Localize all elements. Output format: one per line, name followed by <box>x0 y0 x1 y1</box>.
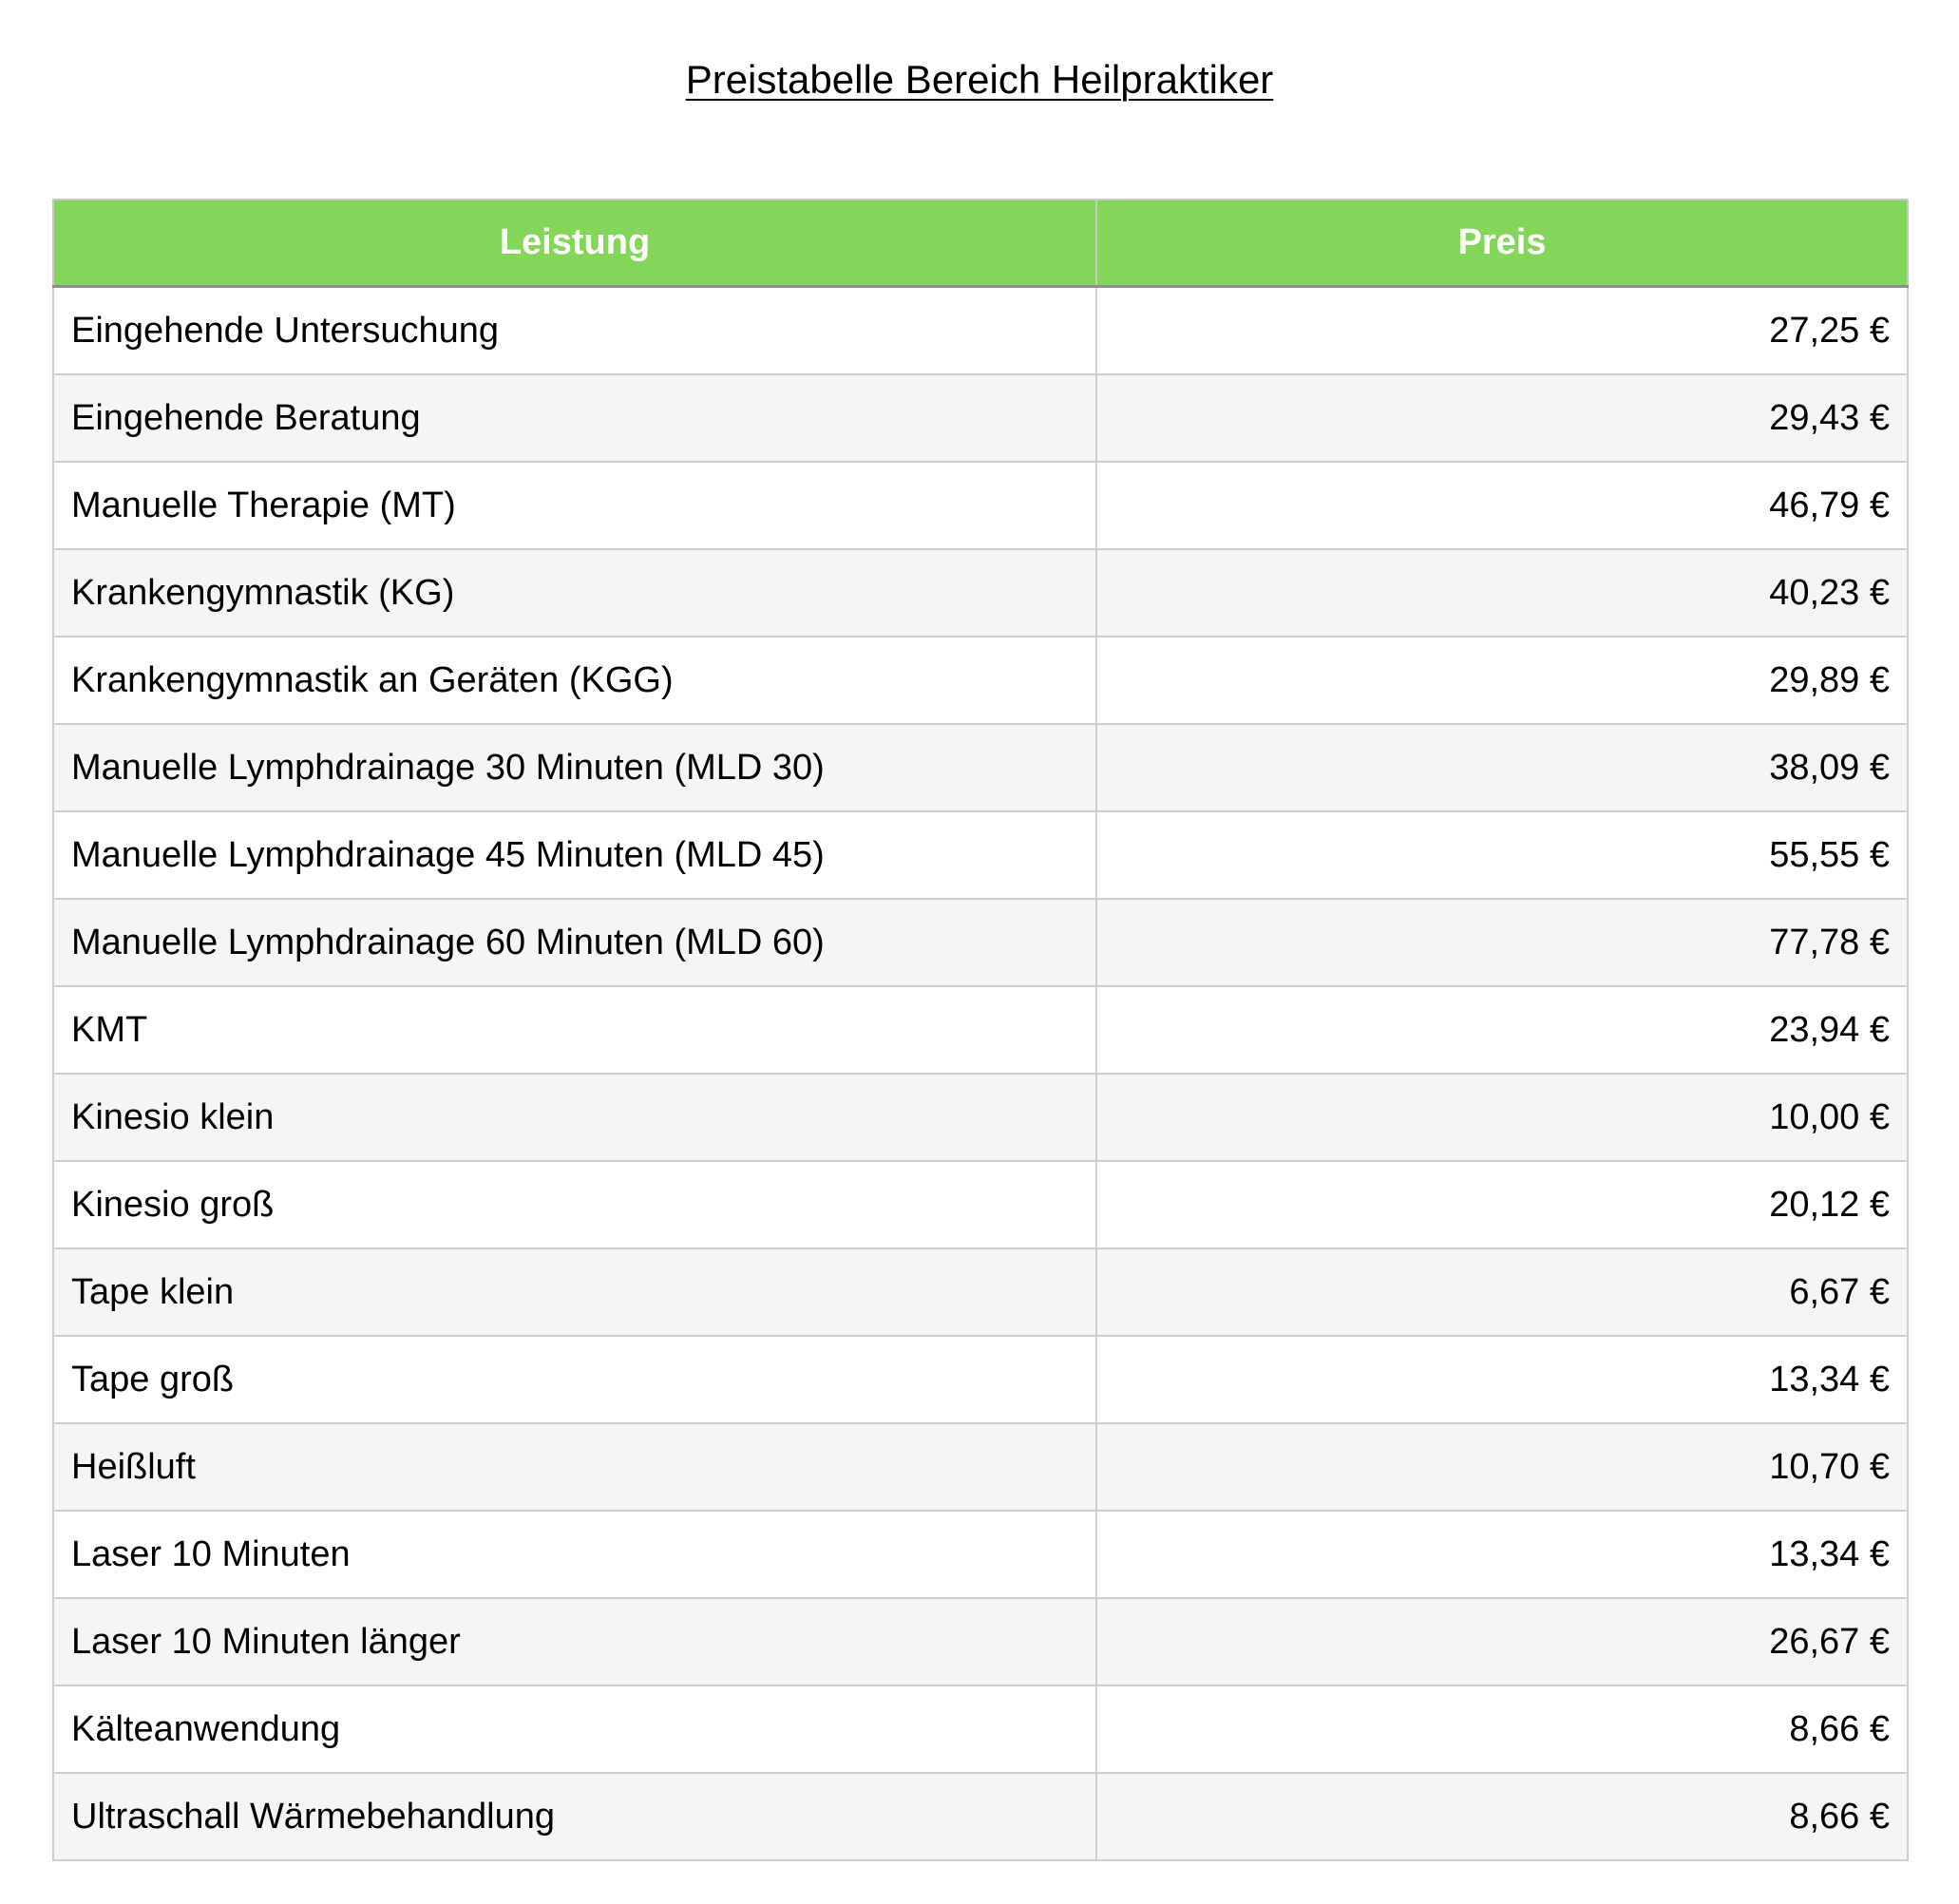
column-header-price: Preis <box>1096 200 1908 287</box>
service-cell: Manuelle Lymphdrainage 60 Minuten (MLD 60) <box>53 899 1096 986</box>
service-cell: Krankengymnastik an Geräten (KGG) <box>53 637 1096 724</box>
price-cell: 8,66 € <box>1096 1773 1908 1860</box>
table-row <box>53 1161 1908 1248</box>
table-row <box>53 1336 1908 1423</box>
price-cell: 20,12 € <box>1096 1161 1908 1248</box>
service-cell: Kälteanwendung <box>53 1685 1096 1773</box>
service-cell: Krankengymnastik (KG) <box>53 549 1096 637</box>
price-cell: 46,79 € <box>1096 462 1908 549</box>
table-row <box>53 1685 1908 1773</box>
price-cell: 10,70 € <box>1096 1423 1908 1511</box>
table-row <box>53 811 1908 899</box>
service-cell: Eingehende Beratung <box>53 374 1096 462</box>
service-cell: Manuelle Therapie (MT) <box>53 462 1096 549</box>
service-cell: Kinesio klein <box>53 1074 1096 1161</box>
table-row <box>53 986 1908 1074</box>
price-cell: 40,23 € <box>1096 549 1908 637</box>
service-cell: Laser 10 Minuten <box>53 1511 1096 1598</box>
price-cell: 13,34 € <box>1096 1336 1908 1423</box>
price-table <box>52 199 1909 1861</box>
service-cell: Heißluft <box>53 1423 1096 1511</box>
service-cell: Eingehende Untersuchung <box>53 287 1096 375</box>
price-cell: 29,43 € <box>1096 374 1908 462</box>
table-row <box>53 1074 1908 1161</box>
table-row <box>53 1598 1908 1685</box>
table-row <box>53 1773 1908 1860</box>
price-cell: 77,78 € <box>1096 899 1908 986</box>
table-header-row <box>53 200 1908 287</box>
table-row <box>53 724 1908 811</box>
price-cell: 27,25 € <box>1096 287 1908 375</box>
service-cell: Kinesio groß <box>53 1161 1096 1248</box>
price-cell: 13,34 € <box>1096 1511 1908 1598</box>
column-header-service: Leistung <box>53 200 1096 287</box>
price-cell: 6,67 € <box>1096 1248 1908 1336</box>
table-row <box>53 1511 1908 1598</box>
price-cell: 55,55 € <box>1096 811 1908 899</box>
table-row <box>53 549 1908 637</box>
price-cell: 29,89 € <box>1096 637 1908 724</box>
table-row <box>53 287 1908 375</box>
service-cell: Tape groß <box>53 1336 1096 1423</box>
price-cell: 38,09 € <box>1096 724 1908 811</box>
price-cell: 26,67 € <box>1096 1598 1908 1685</box>
service-cell: Laser 10 Minuten länger <box>53 1598 1096 1685</box>
table-row <box>53 637 1908 724</box>
service-cell: Ultraschall Wärmebehandlung <box>53 1773 1096 1860</box>
price-cell: 10,00 € <box>1096 1074 1908 1161</box>
page-title: Preistabelle Bereich Heilpraktiker <box>685 57 1274 102</box>
table-row <box>53 1423 1908 1511</box>
table-row <box>53 1248 1908 1336</box>
price-cell: 8,66 € <box>1096 1685 1908 1773</box>
service-cell: KMT <box>53 986 1096 1074</box>
table-row <box>53 899 1908 986</box>
service-cell: Manuelle Lymphdrainage 30 Minuten (MLD 30) <box>53 724 1096 811</box>
service-cell: Tape klein <box>53 1248 1096 1336</box>
table-row <box>53 374 1908 462</box>
service-cell: Manuelle Lymphdrainage 45 Minuten (MLD 45) <box>53 811 1096 899</box>
table-row <box>53 462 1908 549</box>
price-cell: 23,94 € <box>1096 986 1908 1074</box>
